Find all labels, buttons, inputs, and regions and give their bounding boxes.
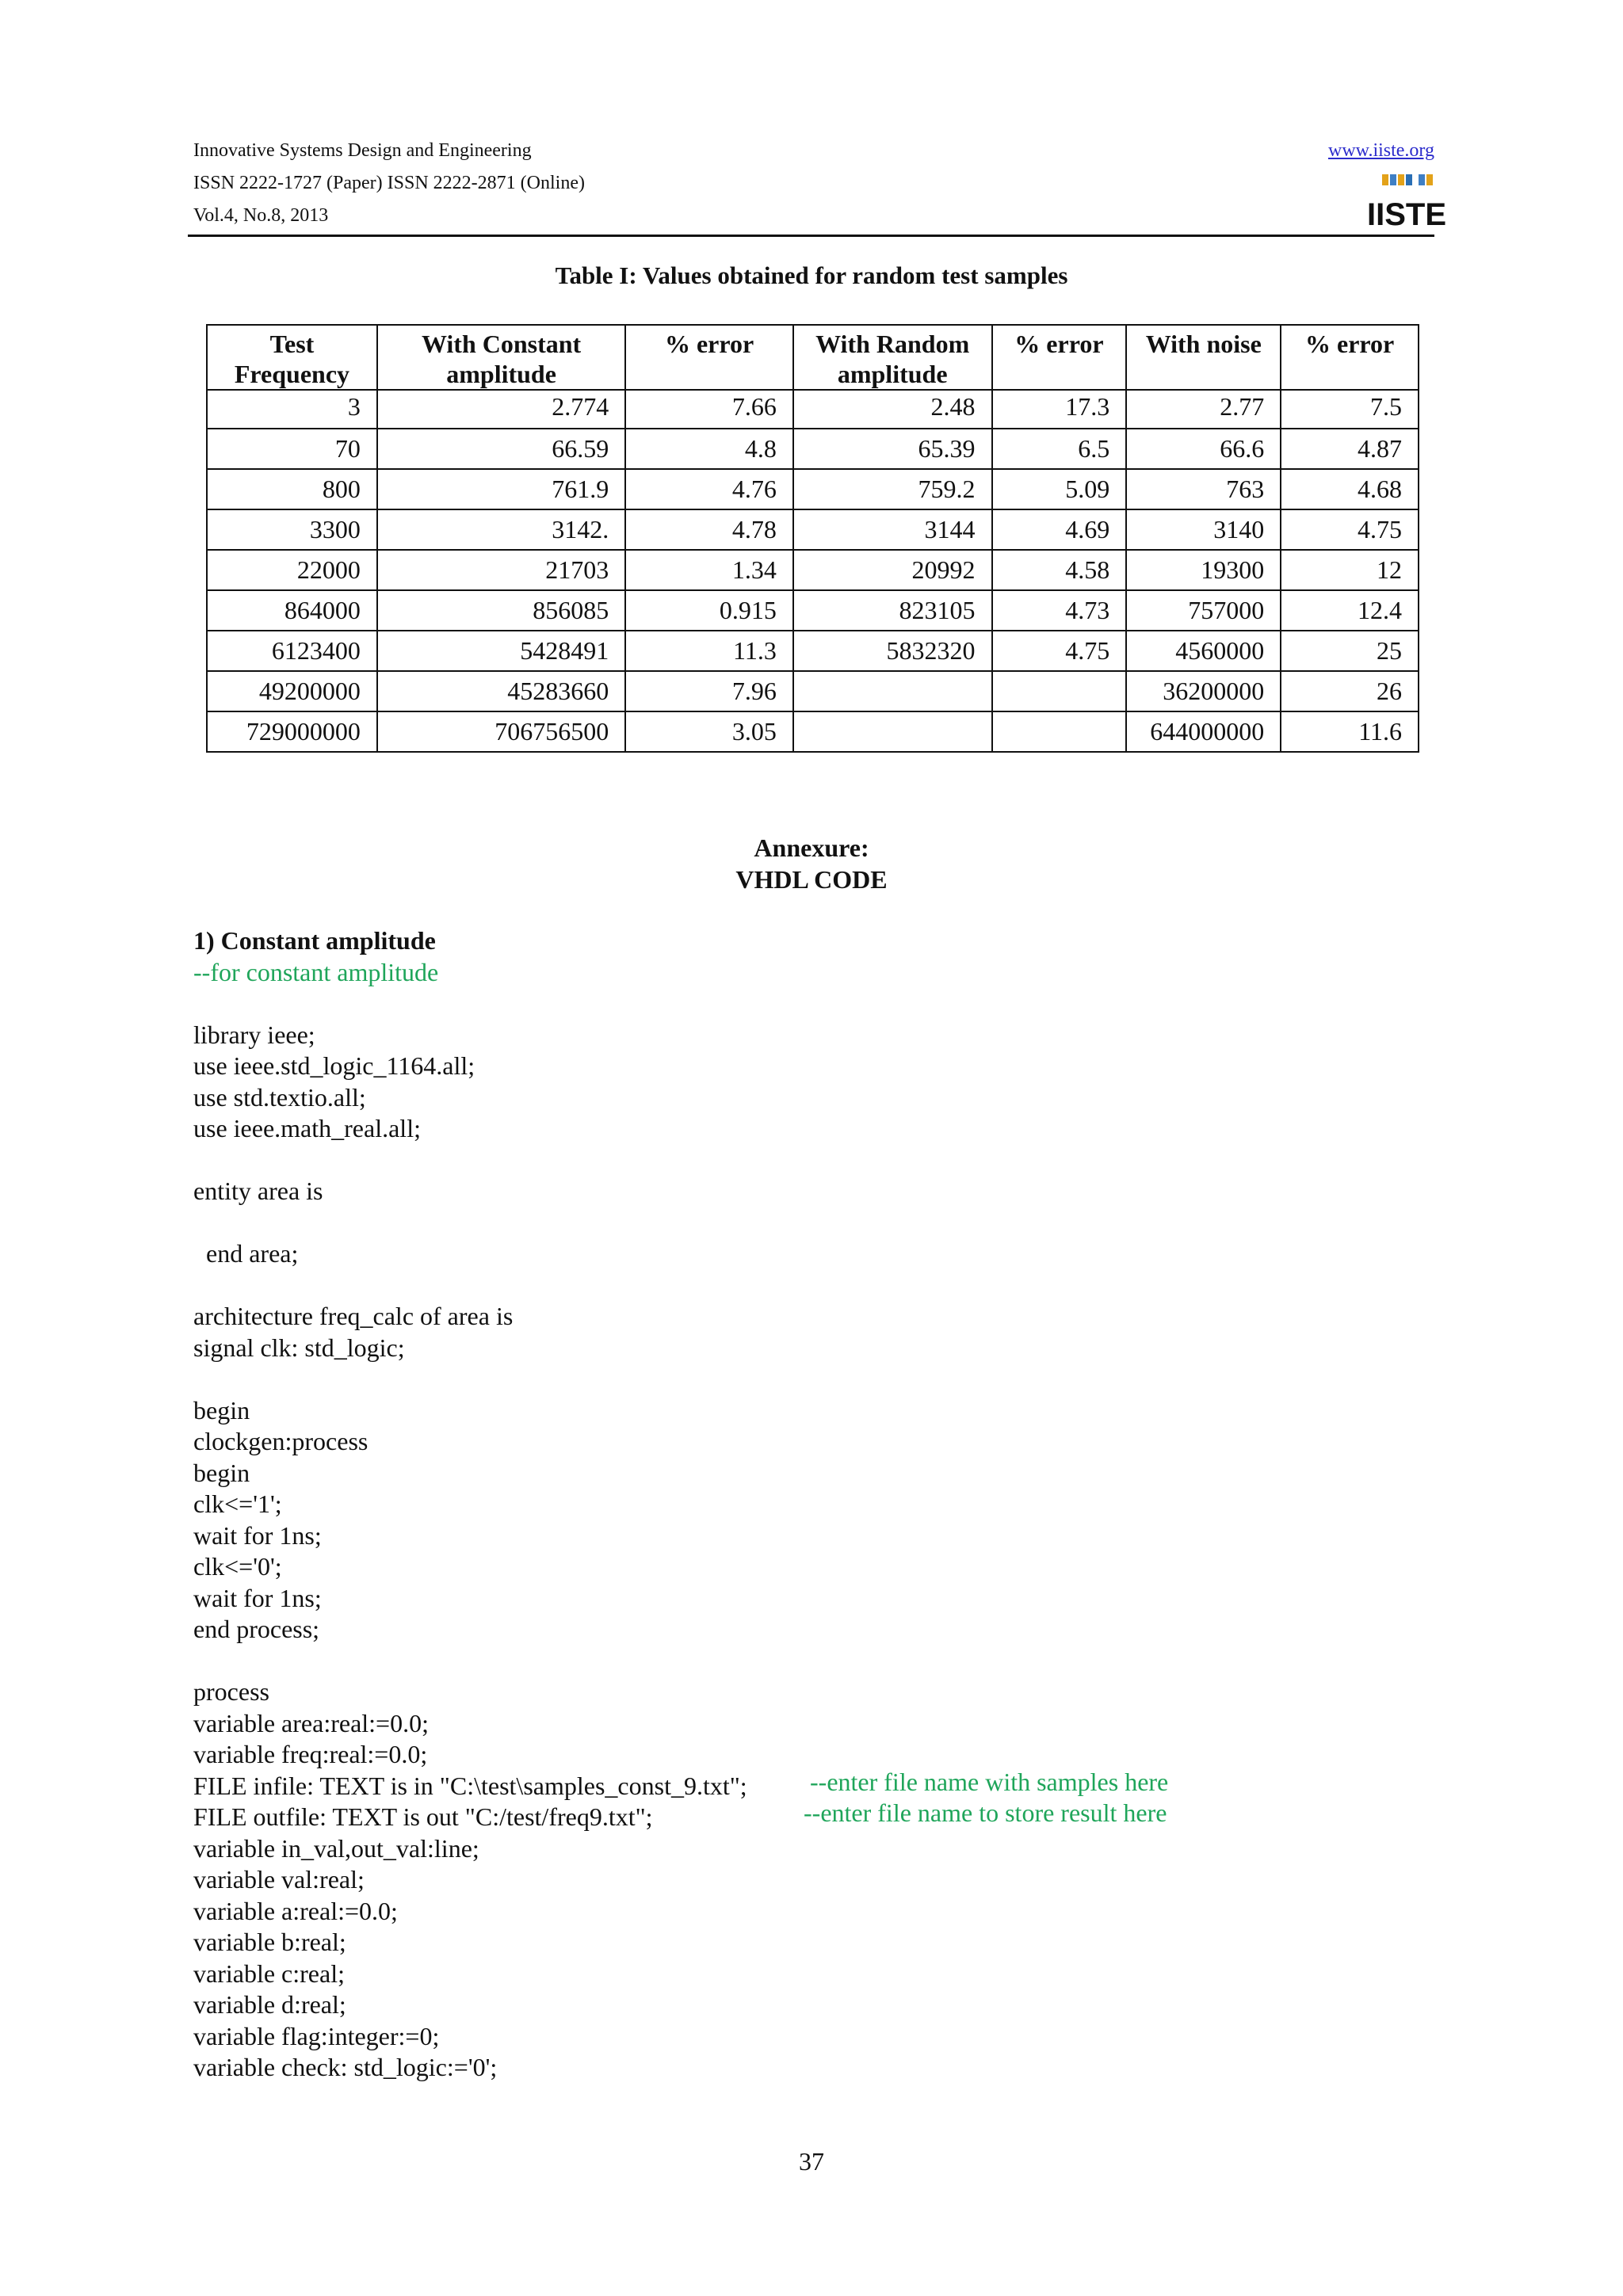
table-cell: 1.34 — [625, 550, 793, 590]
code-line: FILE outfile: TEXT is out "C:/test/freq9.txt"; — [193, 1802, 653, 1831]
table-cell: 2.774 — [377, 390, 625, 429]
table-row — [207, 631, 1419, 671]
table-cell: 21703 — [377, 550, 625, 590]
table-cell: 4.73 — [992, 590, 1127, 631]
code-line: architecture freq_calc of area is — [193, 1302, 514, 1330]
table-cell: 17.3 — [992, 390, 1127, 429]
code-line: wait for 1ns; — [193, 1520, 322, 1550]
header-divider — [188, 235, 1434, 237]
table-cell: 66.59 — [377, 429, 625, 469]
table-cell: 19300 — [1126, 550, 1281, 590]
table-cell: 856085 — [377, 590, 625, 631]
blank-line — [193, 1363, 1461, 1395]
section-comment: --for constant amplitude — [193, 957, 439, 986]
journal-name: Innovative Systems Design and Engineering — [193, 140, 532, 161]
code-line: clk<='1'; — [193, 1489, 282, 1518]
journal-issn: ISSN 2222-1727 (Paper) ISSN 2222-2871 (Online) — [193, 173, 585, 193]
table-cell: 6.5 — [992, 429, 1127, 469]
code-line: use std.textio.all; — [193, 1082, 366, 1112]
table-cell: 25 — [1281, 631, 1419, 671]
code-line: variable in_val,out_val:line; — [193, 1833, 479, 1863]
table-cell: 5832320 — [793, 631, 992, 671]
code-line: begin — [193, 1458, 250, 1487]
table-cell: 7.96 — [625, 671, 793, 711]
table-cell: 757000 — [1126, 590, 1281, 631]
table-cell: 761.9 — [377, 469, 625, 509]
code-line: variable d:real; — [193, 1990, 346, 2019]
code-line: variable freq:real:=0.0; — [193, 1740, 428, 1768]
table-cell: 3.05 — [625, 711, 793, 752]
column-header: With Random amplitude — [793, 325, 992, 390]
code-line: variable check: std_logic:='0'; — [193, 2053, 498, 2081]
table-cell: 65.39 — [793, 429, 992, 469]
table-row — [207, 429, 1419, 469]
comment-outfile: --enter file name to store result here — [804, 1798, 1167, 1827]
column-header: With noise — [1126, 325, 1281, 390]
table-cell: 5.09 — [992, 469, 1127, 509]
table-cell: 823105 — [793, 590, 992, 631]
table-cell: 4.87 — [1281, 429, 1419, 469]
table-cell: 3142. — [377, 509, 625, 550]
table-cell: 4.75 — [1281, 509, 1419, 550]
code-line: variable a:real:=0.0; — [193, 1896, 398, 1925]
table-cell: 2.77 — [1126, 390, 1281, 429]
table-row — [207, 711, 1419, 752]
column-header: Test Frequency — [207, 325, 377, 390]
code-line: process — [193, 1677, 269, 1706]
annexure-heading — [0, 832, 1623, 895]
table-cell — [992, 711, 1127, 752]
code-line: variable b:real; — [193, 1928, 346, 1956]
table-cell: 4.75 — [992, 631, 1127, 671]
code-line: signal clk: std_logic; — [193, 1333, 405, 1362]
table-cell: 3300 — [207, 509, 377, 550]
table-cell: 26 — [1281, 671, 1419, 711]
table-cell: 11.3 — [625, 631, 793, 671]
table-cell: 36200000 — [1126, 671, 1281, 711]
column-header: % error — [625, 325, 793, 390]
table-cell: 4.58 — [992, 550, 1127, 590]
table-cell: 70 — [207, 429, 377, 469]
table-row — [207, 671, 1419, 711]
table-cell: 2.48 — [793, 390, 992, 429]
code-line: use ieee.math_real.all; — [193, 1114, 421, 1142]
code-line: FILE infile: TEXT is in "C:\test\samples_const_9.txt"; — [193, 1771, 747, 1800]
table-cell: 4.68 — [1281, 469, 1419, 509]
table-cell: 20992 — [793, 550, 992, 590]
comment-infile: --enter file name with samples here — [810, 1768, 1169, 1796]
table-cell — [793, 711, 992, 752]
table-cell: 759.2 — [793, 469, 992, 509]
table-cell: 4560000 — [1126, 631, 1281, 671]
table-cell: 12 — [1281, 550, 1419, 590]
table-cell: 0.915 — [625, 590, 793, 631]
journal-header — [193, 135, 1447, 232]
code-line: use ieee.std_logic_1164.all; — [193, 1051, 475, 1080]
table-cell: 763 — [1126, 469, 1281, 509]
table-cell: 4.78 — [625, 509, 793, 550]
table-row — [207, 469, 1419, 509]
table-cell: 5428491 — [377, 631, 625, 671]
table-row — [207, 590, 1419, 631]
section-title: 1) Constant amplitude — [193, 926, 436, 955]
vhdl-code-listing — [193, 925, 1461, 2084]
table-row — [207, 509, 1419, 550]
code-line: clk<='0'; — [193, 1552, 282, 1581]
table-cell: 7.5 — [1281, 390, 1419, 429]
journal-volume: Vol.4, No.8, 2013 — [193, 205, 329, 226]
annexure-title: Annexure: — [754, 833, 869, 862]
table-cell: 7.66 — [625, 390, 793, 429]
blank-line — [193, 1646, 1461, 1677]
table-cell: 706756500 — [377, 711, 625, 752]
table-cell: 729000000 — [207, 711, 377, 752]
column-header: % error — [1281, 325, 1419, 390]
table-cell: 4.76 — [625, 469, 793, 509]
table-cell: 3140 — [1126, 509, 1281, 550]
code-line: library ieee; — [193, 1020, 315, 1049]
table-cell: 45283660 — [377, 671, 625, 711]
table-cell: 4.69 — [992, 509, 1127, 550]
code-line: entity area is — [193, 1177, 323, 1205]
table-cell: 11.6 — [1281, 711, 1419, 752]
code-line: clockgen:process — [193, 1427, 369, 1455]
table-cell: 4.8 — [625, 429, 793, 469]
table-cell: 644000000 — [1126, 711, 1281, 752]
blank-line — [193, 1145, 1461, 1177]
blank-line — [193, 1270, 1461, 1302]
results-table — [206, 324, 1419, 753]
blank-line — [193, 988, 1461, 1020]
code-line: variable c:real; — [193, 1958, 345, 1988]
table-cell: 6123400 — [207, 631, 377, 671]
code-line: variable val:real; — [193, 1865, 365, 1894]
journal-url-link[interactable]: www.iiste.org — [1328, 140, 1434, 161]
table-cell — [992, 671, 1127, 711]
code-line: end area; — [193, 1239, 299, 1268]
code-line: variable flag:integer:=0; — [193, 2021, 440, 2050]
table-cell: 3144 — [793, 509, 992, 550]
annexure-subtitle: VHDL CODE — [735, 865, 888, 894]
table-cell: 3 — [207, 390, 377, 429]
table-cell: 864000 — [207, 590, 377, 631]
iiste-logo-icon — [1366, 173, 1447, 232]
table-cell: 66.6 — [1126, 429, 1281, 469]
page-number: 37 — [799, 2147, 824, 2176]
code-line: end process; — [193, 1615, 320, 1643]
code-line: variable area:real:=0.0; — [193, 1708, 429, 1737]
code-line: begin — [193, 1395, 250, 1425]
code-line: wait for 1ns; — [193, 1583, 322, 1612]
table-header-row — [207, 325, 1419, 390]
table-cell: 49200000 — [207, 671, 377, 711]
table-cell: 22000 — [207, 550, 377, 590]
table-row — [207, 550, 1419, 590]
column-header: % error — [992, 325, 1127, 390]
svg-text:IISTE: IISTE — [1366, 197, 1447, 232]
table-row — [207, 390, 1419, 429]
table-cell — [793, 671, 992, 711]
table-caption: Table I: Values obtained for random test samples — [555, 261, 1068, 289]
blank-line — [193, 1207, 1461, 1239]
column-header: With Constant amplitude — [377, 325, 625, 390]
table-cell: 800 — [207, 469, 377, 509]
table-cell: 12.4 — [1281, 590, 1419, 631]
